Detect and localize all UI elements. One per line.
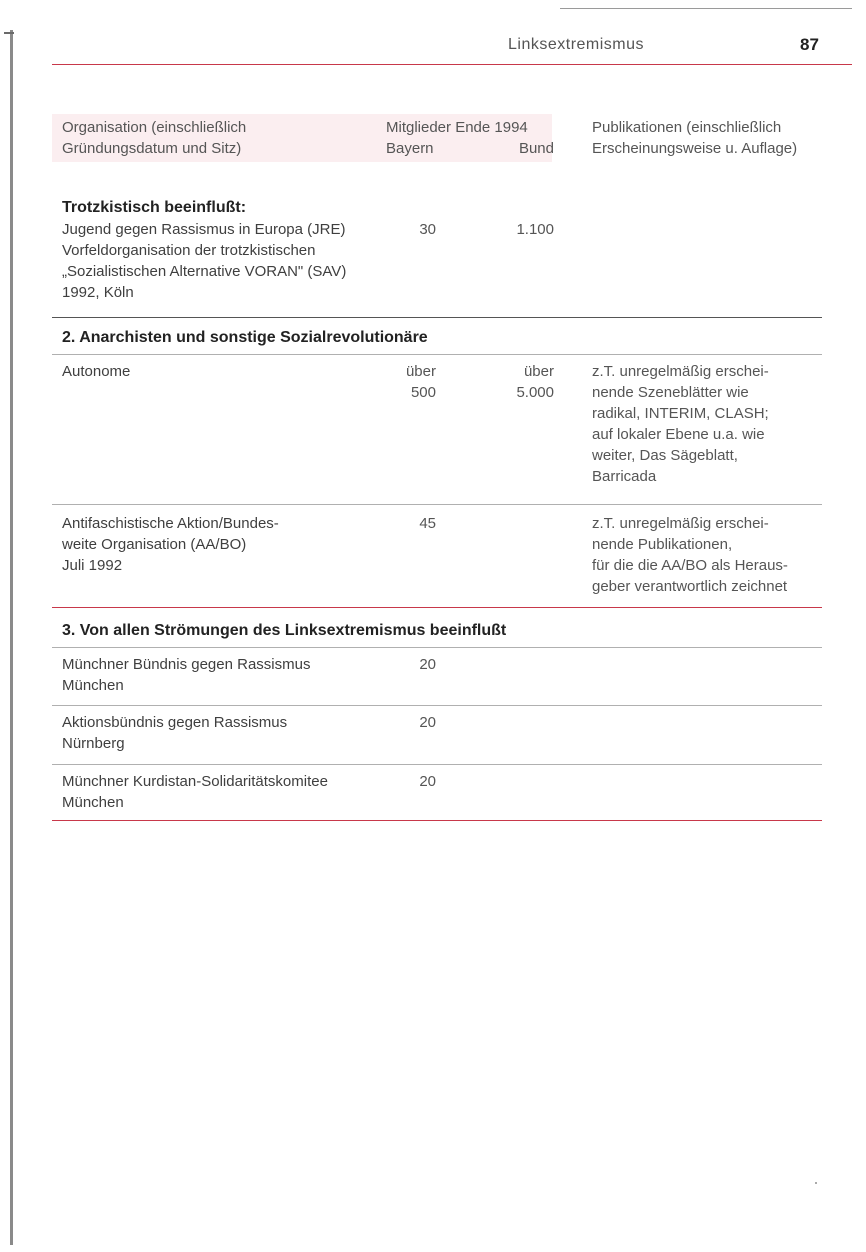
row-rule [52,354,822,355]
section-rule [52,317,822,318]
members-bayern: 20 [419,714,436,731]
org-line: Autonome [62,363,131,380]
pub-line: z.T. unregelmäßig erschei- [592,515,769,532]
column-header-organisation [62,117,246,159]
org-line: 1992, Köln [62,284,134,301]
top-rule [560,8,852,9]
org-cell [62,654,310,696]
row-rule [52,705,822,706]
org-line: Nürnberg [62,735,125,752]
org-line: Münchner Kurdistan-Solidaritätskomitee [62,773,328,790]
org-cell [62,513,279,576]
org-line: München [62,794,124,811]
members-bund: 1.100 [516,221,554,238]
org-line: „Sozialistischen Alternative VORAN" (SAV) [62,263,347,280]
running-title: Linksextremismus [508,36,645,53]
members-line: über [523,363,554,380]
page-number: 87 [800,35,819,54]
publications-cell [592,361,832,487]
section-title: 3. Von allen Strömungen des Linksextremismus beeinflußt [62,622,507,639]
pub-line: z.T. unregelmäßig erschei- [592,363,769,380]
pub-line: für die die AA/BO als Heraus- [592,557,788,574]
header-rule [52,64,852,65]
members-bund [486,361,554,403]
row-rule [52,764,822,765]
binding-edge [10,30,13,1245]
org-line: Aktionsbündnis gegen Rassismus [62,714,288,731]
members-line: 500 [410,384,436,401]
members-bayern: 20 [419,773,436,790]
column-header-publications [592,117,797,159]
members-bayern: 20 [419,656,436,673]
page-speck [815,1182,817,1184]
members-bayern [386,361,436,403]
column-header-bayern: Bayern [386,140,434,157]
pub-line: nende Szeneblätter wie [592,384,749,401]
org-line: München [62,677,124,694]
pub-line: nende Publikationen, [592,536,733,553]
pub-line: auf lokaler Ebene u.a. wie [592,426,765,443]
members-line: 5.000 [516,384,554,401]
pub-line: Barricada [592,468,657,485]
publications-cell [592,513,832,597]
section-rule [52,607,822,608]
row-rule [52,504,822,505]
org-line: Jugend gegen Rassismus in Europa (JRE) [62,221,346,238]
header-line: Organisation (einschließlich [62,119,247,136]
pub-line: geber verantwortlich zeichnet [592,578,788,595]
org-line: weite Organisation (AA/BO) [62,536,247,553]
header-line: Publikationen (einschließlich [592,119,782,136]
org-cell [62,712,287,754]
column-header-members: Mitglieder Ende 1994 [386,119,528,136]
members-bayern: 30 [419,221,436,238]
org-line: Juli 1992 [62,557,123,574]
table-end-rule [52,820,822,821]
binding-tick [4,32,14,34]
org-cell [62,361,130,382]
section-title: 2. Anarchisten und sonstige Sozialrevolutionäre [62,329,428,346]
pub-line: radikal, INTERIM, CLASH; [592,405,769,422]
column-header-bund: Bund [518,140,554,157]
header-line: Gründungsdatum und Sitz) [62,140,242,157]
section-title: Trotzkistisch beeinflußt: [62,199,247,216]
members-bayern: 45 [419,515,436,532]
org-line: Münchner Bündnis gegen Rassismus [62,656,311,673]
org-cell [62,771,328,813]
org-line: Antifaschistische Aktion/Bundes- [62,515,279,532]
pub-line: weiter, Das Sägeblatt, [592,447,738,464]
org-line: Vorfeldorganisation der trotzkistischen [62,242,316,259]
org-cell [62,219,346,303]
row-rule [52,647,822,648]
members-line: über [405,363,436,380]
header-line: Erscheinungsweise u. Auflage) [592,140,798,157]
